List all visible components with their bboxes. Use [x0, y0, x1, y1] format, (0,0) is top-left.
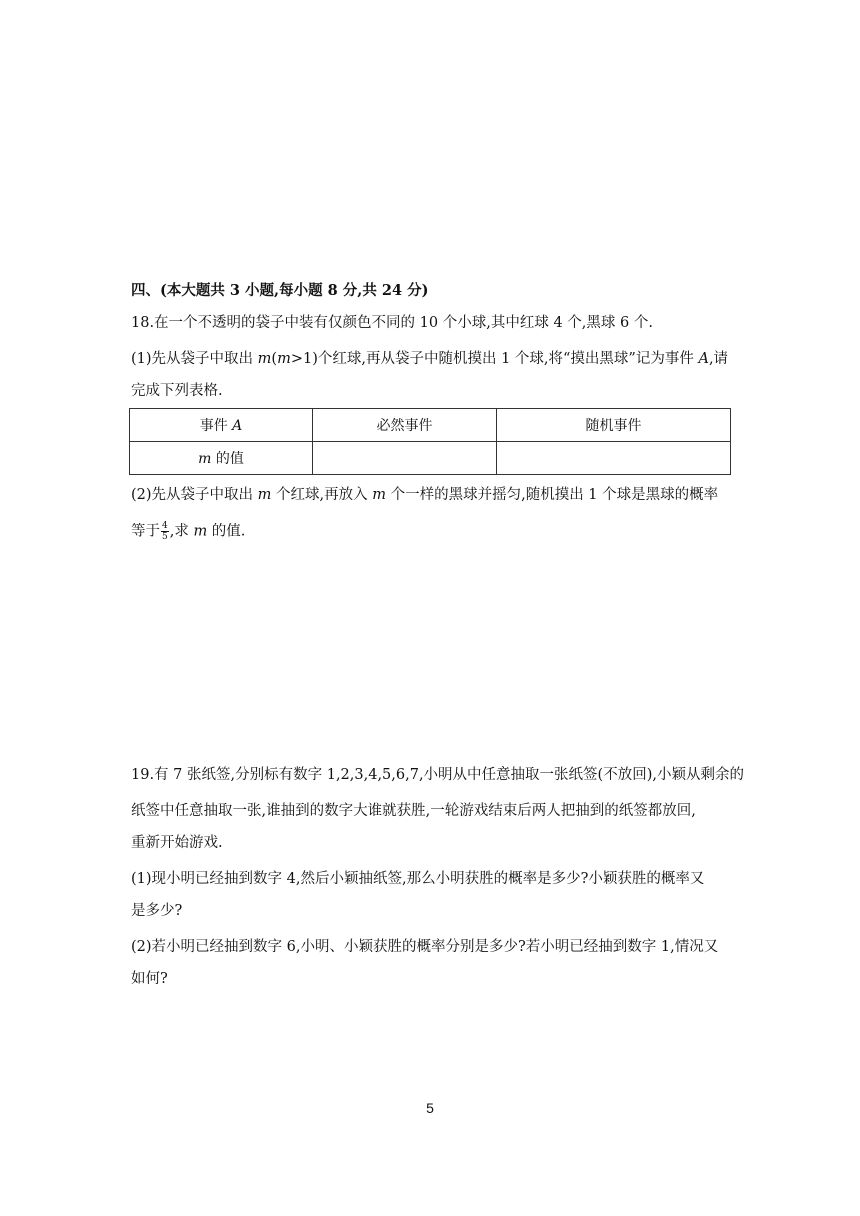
- q19-line3: 重新开始游戏.: [131, 835, 223, 851]
- table-header-certain: 必然事件: [313, 409, 497, 442]
- q18-part2-text-end: 的值.: [207, 523, 246, 540]
- event-table: [129, 408, 731, 475]
- q18-part2-line1: [131, 485, 718, 505]
- q18-part2-text-equals: 等于: [131, 523, 160, 540]
- fraction-denominator: 5: [162, 532, 168, 542]
- q19-line7: 如何?: [131, 971, 168, 987]
- header-event-A: A: [232, 418, 243, 434]
- q18-part2-line2: [131, 521, 245, 542]
- q19-line6: (2)若小明已经抽到数字 6,小明、小颖获胜的概率分别是多少?若小明已经抽到数字 1,情况又: [131, 939, 719, 955]
- fraction: [161, 521, 169, 542]
- q19-line4: (1)现小明已经抽到数字 4,然后小颖抽纸签,那么小明获胜的概率是多少?小颖获胜的概率又: [131, 871, 705, 887]
- q18-part2-text-c: 个一样的黑球并摇匀,随机摸出 1 个球是黑球的概率: [385, 487, 719, 503]
- table-cell-certain: [313, 442, 497, 475]
- q18-part2-var-m3: m: [193, 523, 208, 540]
- q18-part1-line1: [131, 349, 728, 369]
- q19-line1: 19.有 7 张纸签,分别标有数字 1,2,3,4,5,6,7,小明从中任意抽取一张纸签(不放回),小颖从剩余的: [131, 767, 744, 783]
- page-number: 5: [426, 1100, 434, 1116]
- table-header-random: 随机事件: [497, 409, 731, 442]
- row-label-m: m: [198, 451, 212, 467]
- q18-part1-var-A: A: [698, 351, 709, 367]
- header-event-prefix: 事件: [199, 418, 233, 434]
- q18-part2-text-b: 个红球,再放入: [271, 487, 373, 503]
- q18-part1-var-m2: m: [277, 351, 291, 367]
- q18-part1-text-b: (: [271, 351, 278, 367]
- fraction-numerator: 4: [162, 521, 168, 531]
- q18-part2-text-a: (2)先从袋子中取出: [131, 487, 258, 503]
- table-row-label: [130, 442, 313, 475]
- q18-part2-text-find: ,求: [169, 523, 194, 540]
- table-row: [130, 409, 731, 442]
- table-cell-random: [497, 442, 731, 475]
- q18-part1-text-a: (1)先从袋子中取出: [131, 351, 258, 367]
- q18-part1-var-m: m: [257, 351, 272, 367]
- q18-part2-var-m2: m: [372, 487, 386, 503]
- table-row: [130, 442, 731, 475]
- q18-stem: 18.在一个不透明的袋子中装有仅颜色不同的 10 个小球,其中红球 4 个,黑球 6 个.: [131, 315, 653, 331]
- q19-line5: 是多少?: [131, 903, 183, 919]
- q19-line2: 纸签中任意抽取一张,谁抽到的数字大谁就获胜,一轮游戏结束后两人把抽到的纸签都放回,: [131, 803, 696, 819]
- q18-part1-text-c: >1)个红球,再从袋子中随机摸出 1 个球,将“摸出黑球”记为事件: [290, 351, 699, 367]
- q18-part2-var-m: m: [257, 487, 272, 503]
- section-heading: 四、(本大题共 3 小题,每小题 8 分,共 24 分): [131, 282, 429, 299]
- row-label-suffix: 的值: [211, 451, 244, 467]
- table-header-event: [130, 409, 313, 442]
- q18-part1-line2: 完成下列表格.: [131, 383, 223, 399]
- q18-part1-text-d: ,请: [708, 351, 729, 367]
